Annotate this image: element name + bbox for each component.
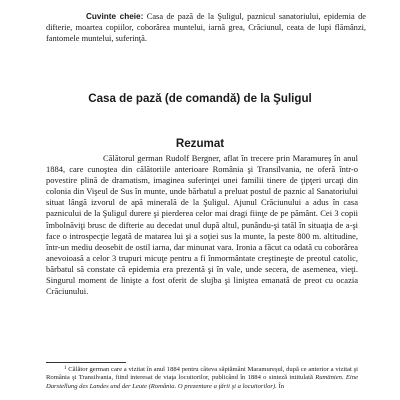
footnote-separator: [46, 362, 126, 363]
footnote-marker: 1: [64, 366, 67, 371]
footnote-text: Călător german care a vizitat în anul 1884 pentru câteva săptămâni Maramureşul, după ce anterior a vizitat şi România şi Transilvania, fiind interesat de viaţa locuitorilor, publicând în 1884 o sinteză intitulată: [46, 366, 358, 382]
abstract-heading: Rezumat: [175, 137, 225, 150]
keywords-label: Cuvinte cheie:: [86, 12, 144, 21]
article-title: Casa de pază (de comandă) de la Şuligul: [88, 92, 312, 105]
footnote-tail: În: [278, 382, 284, 390]
abstract-paragraph: Călătorul german Rudolf Bergner, aflat în trecere prin Maramureş în anul 1884, care cunoştea din călătoriile anterioare România şi Transilvania, ne oferă într-o povestire plină de dramatism, imaginea suferinţei unei familii tinere de ţipţeri urcaţi din colonia din Vişeul de Sus în munte, unde bărbatul a preluat postul de paznic al Sanatoriului situat lângă izvorul de apă minerală de la Şuligul. Ajunul Crăciunului a adus în casa paznicului de la Şuligul durere şi pierderea celor mai dragi fiinţe de pe pământ. Cei 3 copii îmbolnăviţi brusc de difterie au decedat unul după altul, punându-şi tatăl în situaţia de a-şi face o introspecţie legată de matarea lui şi a soţiei sus la munte, la peste 800 m. altitudine, într-un mediu deosebit de ostil iarna, dar minunat vara. Ironia a făcut ca odată cu coborârea anevoioasă a celor 3 trupuri micuţe pentru a fi înmormântate creştineşte de preotul catolic, bărbatul să constate că epidemia era prezentă şi în vale, unde secera, de asemenea, vieţi. Singurul moment de linişte a fost oferit de slujba şi liniştea emanată de preot cu ocazia Crăciunului.: [46, 153, 358, 297]
footnote: [46, 365, 358, 391]
keywords-text: Casa de pază de la Şuligul, paznicul sanatoriului, epidemia de difterie, moartea copiilor, coborârea muntelui, iarnă grea, Crăciunul, ceata de lupi flămânzi, fantomele muntelui, suferinţă.: [46, 12, 367, 43]
footnote-book-title: Rumänien. Eine Darstellung des Landes und der Leute (România. O prezentare a ţării şi a locuitorilor).: [46, 374, 358, 390]
keywords-paragraph: [46, 12, 366, 44]
